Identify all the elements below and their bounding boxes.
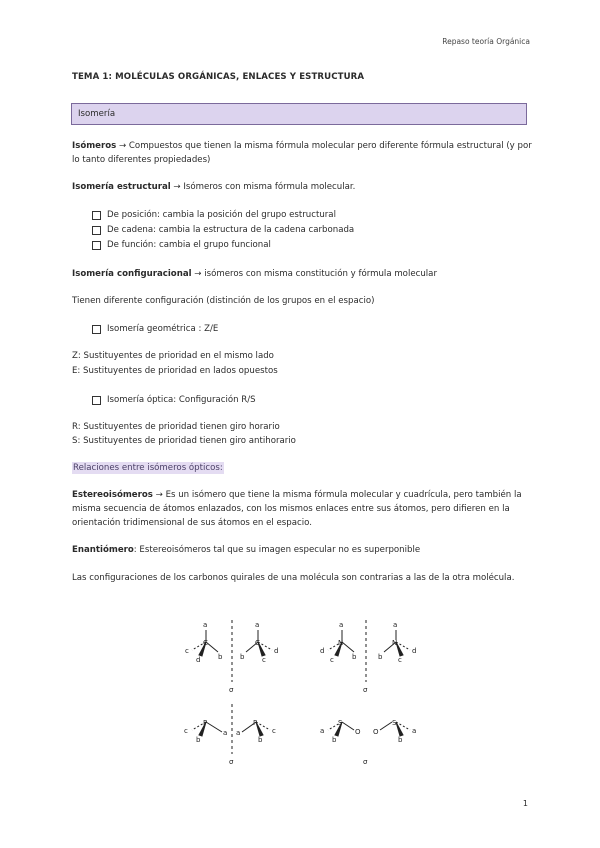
svg-text:d: d <box>196 656 201 664</box>
svg-text:O: O <box>355 728 361 736</box>
svg-text:b: b <box>378 653 383 661</box>
page-number: 1 <box>522 799 528 808</box>
svg-text:a: a <box>393 621 398 629</box>
estructural-term: Isomería estructural <box>72 182 171 192</box>
s-definition: S: Sustituyentes de prioridad tienen giro antihorario <box>72 436 296 446</box>
diferente-config-text: Tienen diferente configuración (distinción de los grupos en el espacio) <box>72 296 375 306</box>
section-heading-box <box>71 103 527 125</box>
checkbox-label: Isomería geométrica : Z/E <box>107 324 219 334</box>
svg-text:N: N <box>392 639 398 647</box>
section-heading: Isomería <box>78 109 116 119</box>
isomeros-term: Isómeros <box>72 141 117 151</box>
configuracional-term: Isomería configuracional <box>72 269 192 279</box>
svg-text:S: S <box>338 719 343 727</box>
svg-text:b: b <box>240 653 245 661</box>
enantiomero-definition: : Estereoisómeros tal que su imagen especular no es superponible <box>133 545 421 555</box>
svg-text:c: c <box>185 647 189 655</box>
checkbox-label: De posición: cambia la posición del grupo estructural <box>107 210 336 220</box>
svg-text:b: b <box>332 736 337 744</box>
nitrogen-pair-diagram <box>328 620 410 682</box>
checkbox-item[interactable] <box>92 238 271 252</box>
svg-text:a: a <box>339 621 344 629</box>
svg-text:S: S <box>392 719 397 727</box>
e-definition: E: Sustituyentes de prioridad en lados opuestos <box>72 366 278 376</box>
z-definition: Z: Sustituyentes de prioridad en el mismo lado <box>72 351 274 361</box>
svg-text:N: N <box>338 639 344 647</box>
svg-text:a: a <box>412 727 417 735</box>
enantiomer-diagram <box>170 612 450 772</box>
svg-text:a: a <box>203 621 208 629</box>
svg-text:a: a <box>320 727 325 735</box>
svg-text:a: a <box>255 621 260 629</box>
svg-text:b: b <box>352 653 357 661</box>
svg-text:σ: σ <box>363 686 368 694</box>
checkbox-icon[interactable] <box>92 396 101 405</box>
svg-text:b: b <box>258 736 263 744</box>
carbon-pair-diagram <box>192 620 272 682</box>
svg-text:c: c <box>184 727 188 735</box>
isomeros-definition: → Compuestos que tienen la misma fórmula molecular pero diferente fórmula estructural (y por lo tanto diferentes propiedades) <box>72 141 532 165</box>
svg-text:b: b <box>398 736 403 744</box>
checkbox-icon[interactable] <box>92 211 101 220</box>
svg-text:σ: σ <box>229 686 234 694</box>
estereo-definition: → Es un isómero que tiene la misma fórmula molecular y cuadrícula, pero también la misma secuencia de átomos enlazados, con los mismos enlaces entre sus átomos, pero difieren en la orientación tridimensional de sus átomos en el espacio. <box>72 490 522 528</box>
estructural-paragraph <box>72 180 532 194</box>
relaciones-subheading <box>72 461 532 475</box>
svg-text:a: a <box>236 729 241 737</box>
checkbox-item[interactable] <box>92 393 256 407</box>
estructural-definition: → Isómeros con misma fórmula molecular. <box>170 182 356 192</box>
svg-text:O: O <box>373 728 379 736</box>
enantiomero-term: Enantiómero <box>72 545 134 555</box>
svg-text:b: b <box>196 736 201 744</box>
checkbox-label: De función: cambia el grupo funcional <box>107 240 271 250</box>
svg-text:c: c <box>330 656 334 664</box>
r-definition: R: Sustituyentes de prioridad tienen giro horario <box>72 422 280 432</box>
page-header: Repaso teoría Orgánica <box>442 37 530 46</box>
document-title: TEMA 1: MOLÉCULAS ORGÁNICAS, ENLACES Y ESTRUCTURA <box>72 72 365 82</box>
configuracional-definition: → isómeros con misma constitución y fórmula molecular <box>191 269 437 279</box>
svg-text:c: c <box>262 656 266 664</box>
svg-text:d: d <box>320 647 325 655</box>
phosphorus-pair-diagram <box>192 704 270 754</box>
svg-text:c: c <box>398 656 402 664</box>
checkbox-item[interactable] <box>92 223 354 237</box>
svg-text:P: P <box>253 719 258 727</box>
svg-text:P: P <box>203 719 208 727</box>
svg-text:b: b <box>218 653 223 661</box>
enantiomero-paragraph <box>72 543 532 557</box>
estereo-term: Estereoisómeros <box>72 490 153 500</box>
svg-text:a: a <box>223 729 228 737</box>
checkbox-item[interactable] <box>92 322 218 336</box>
checkbox-icon[interactable] <box>92 325 101 334</box>
svg-text:d: d <box>274 647 279 655</box>
svg-text:σ: σ <box>363 758 368 766</box>
checkbox-item[interactable] <box>92 208 336 222</box>
svg-text:C: C <box>203 639 208 647</box>
checkbox-icon[interactable] <box>92 226 101 235</box>
svg-text:c: c <box>272 727 276 735</box>
relaciones-highlight: Relaciones entre isómeros ópticos: <box>73 463 223 473</box>
checkbox-icon[interactable] <box>92 241 101 250</box>
isomeros-paragraph <box>72 139 532 167</box>
config-carbonos-paragraph: Las configuraciones de los carbonos quirales de una molécula son contrarias a las de la otra molécula. <box>72 573 515 583</box>
svg-text:C: C <box>255 639 260 647</box>
svg-text:σ: σ <box>229 758 234 766</box>
svg-text:d: d <box>412 647 417 655</box>
configuracional-paragraph <box>72 267 532 281</box>
estereo-paragraph <box>72 488 532 530</box>
checkbox-label: De cadena: cambia la estructura de la cadena carbonada <box>107 225 355 235</box>
checkbox-label: Isomería óptica: Configuración R/S <box>107 395 256 405</box>
